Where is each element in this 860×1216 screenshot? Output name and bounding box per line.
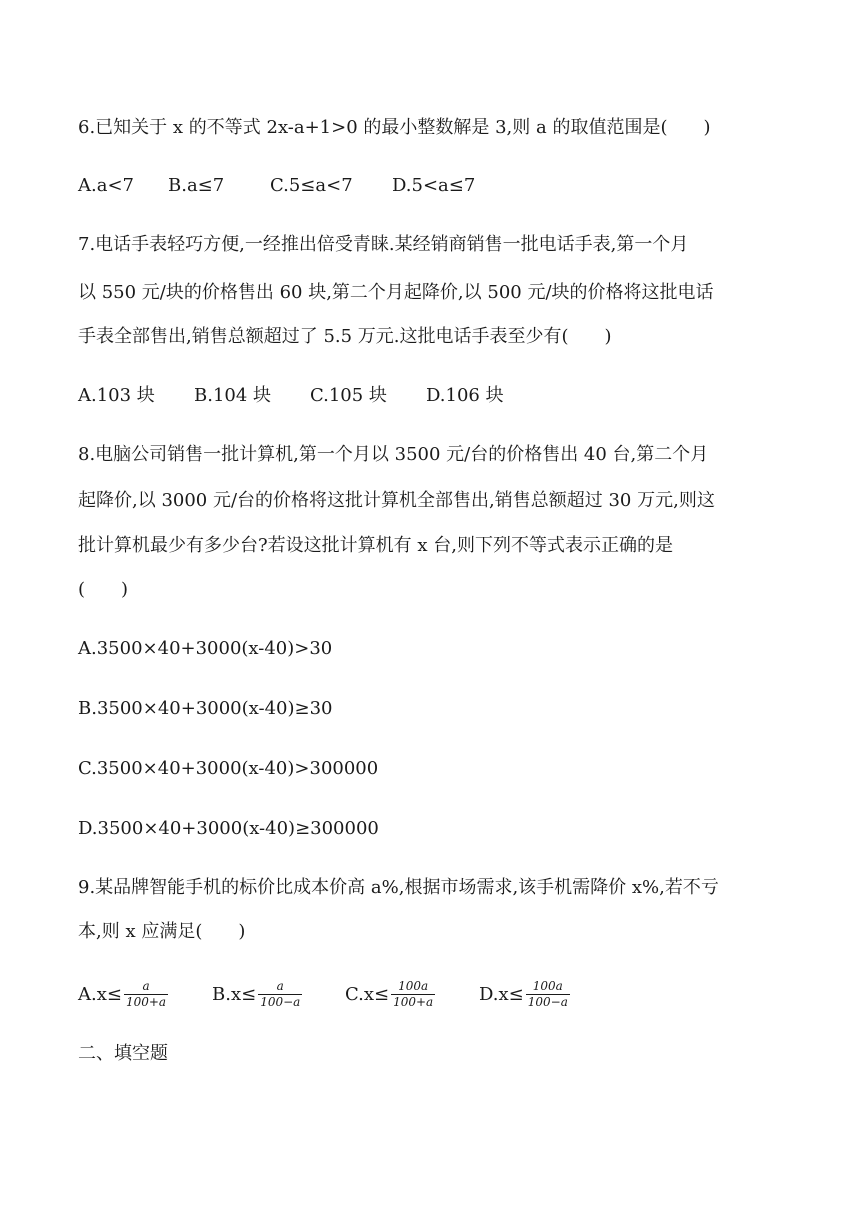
section-heading: 二、填空题	[78, 1043, 168, 1064]
q9-stem-line-2: 本,则 x 应满足( )	[78, 921, 246, 942]
q7-stem-line-3: 手表全部售出,销售总额超过了 5.5 万元.这批电话手表至少有( )	[78, 326, 612, 347]
q9-option-d-fraction	[526, 979, 570, 1010]
q6-option-c: C.5≤a<7	[270, 175, 353, 196]
q6-stem: 6.已知关于 x 的不等式 2x-a+1>0 的最小整数解是 3,则 a 的取值范围是( )	[78, 117, 711, 138]
q9-option-a-fraction	[124, 979, 168, 1010]
q7-option-d: D.106 块	[426, 385, 504, 406]
q8-option-d: D.3500×40+3000(x-40)≥300000	[78, 818, 379, 839]
q9-option-c-numerator: 100a	[398, 978, 429, 993]
q7-stem-line-1: 7.电话手表轻巧方便,一经推出倍受青睐.某经销商销售一批电话手表,第一个月	[78, 234, 689, 255]
q9-option-d-prefix: D.x≤	[479, 983, 524, 1005]
q7-stem-line-2: 以 550 元/块的价格售出 60 块,第二个月起降价,以 500 元/块的价格将这批电话	[78, 282, 714, 303]
q9-option-c-prefix: C.x≤	[345, 983, 390, 1005]
q8-option-c: C.3500×40+3000(x-40)>300000	[78, 758, 379, 779]
q8-stem-line-1: 8.电脑公司销售一批计算机,第一个月以 3500 元/台的价格售出 40 台,第二个月	[78, 444, 709, 465]
q8-stem-line-4: ( )	[78, 579, 129, 600]
q6-option-d: D.5<a≤7	[392, 175, 476, 196]
q8-stem-line-2: 起降价,以 3000 元/台的价格将这批计算机全部售出,销售总额超过 30 万元,则这	[78, 490, 715, 511]
q9-option-c-denominator: 100+a	[393, 994, 434, 1009]
q8-stem-line-3: 批计算机最少有多少台?若设这批计算机有 x 台,则下列不等式表示正确的是	[78, 535, 673, 556]
q9-option-b-numerator: a	[276, 978, 284, 993]
q9-option-d-denominator: 100−a	[527, 994, 568, 1009]
q9-option-b-prefix: B.x≤	[212, 983, 257, 1005]
q9-option-c	[345, 970, 435, 1018]
q6-option-b: B.a≤7	[168, 175, 225, 196]
q9-option-a-prefix: A.x≤	[78, 983, 122, 1005]
q9-option-c-fraction	[391, 979, 435, 1010]
q8-option-b: B.3500×40+3000(x-40)≥30	[78, 698, 333, 719]
q7-option-c: C.105 块	[310, 385, 387, 406]
q9-stem-line-1: 9.某品牌智能手机的标价比成本价高 a%,根据市场需求,该手机需降价 x%,若不亏	[78, 877, 719, 898]
q9-option-b-fraction	[258, 979, 302, 1010]
q7-option-b: B.104 块	[194, 385, 272, 406]
q7-option-a: A.103 块	[78, 385, 155, 406]
q6-option-a: A.a<7	[78, 175, 134, 196]
q9-option-a	[78, 970, 168, 1018]
q9-option-a-numerator: a	[142, 978, 150, 993]
q9-option-a-denominator: 100+a	[125, 994, 167, 1009]
q9-option-b-denominator: 100−a	[260, 994, 301, 1009]
q8-option-a: A.3500×40+3000(x-40)>30	[78, 638, 333, 659]
q9-option-d	[479, 970, 570, 1018]
q9-option-b	[212, 970, 302, 1018]
q9-option-d-numerator: 100a	[532, 978, 563, 993]
